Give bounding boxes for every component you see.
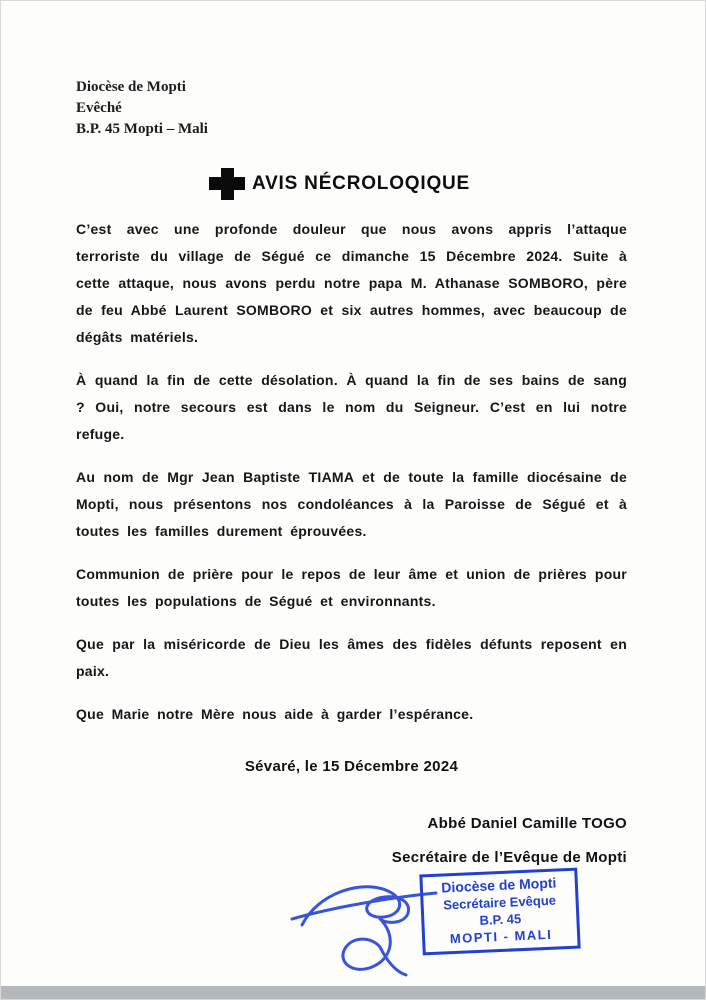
cross-icon	[209, 168, 245, 200]
paragraph-communion: Communion de prière pour le repos de leur âme et union de prières pour toutes les populations de Ségué et environnants.	[76, 566, 627, 609]
paragraph-lament: À quand la fin de cette désolation. À quand la fin de ses bains de sang ? Oui, notre secours est dans le nom du Seigneur. C’est en lui notre refuge.	[76, 372, 627, 442]
letter-body	[76, 216, 627, 728]
letter-content	[1, 1, 705, 875]
handwritten-signature	[284, 863, 459, 981]
stamp-line-city: MOPTI - MALI	[449, 926, 553, 947]
paragraph-condolences: Au nom de Mgr Jean Baptiste TIAMA et de toute la famille diocésaine de Mopti, nous présentons nos condoléances à la Paroisse de Ségué et à toutes les familles durement éprouvées.	[76, 469, 627, 539]
stamp-line-bp: B.P. 45	[479, 911, 522, 928]
stamp-line-org: Diocèse de Mopti	[440, 874, 557, 896]
letterhead-office: Evêché	[76, 100, 122, 116]
signatory-title: Secrétaire de l’Evêque de Mopti	[391, 849, 627, 866]
signatory-name: Abbé Daniel Camille TOGO	[427, 815, 627, 832]
paragraph-hope: Que Marie notre Mère nous aide à garder l’espérance.	[76, 706, 474, 722]
letterhead-address: B.P. 45 Mopti – Mali	[76, 121, 208, 137]
stamp-line-office: Secrétaire Evêque	[442, 892, 557, 913]
dateline: Sévaré, le 15 Décembre 2024	[244, 758, 459, 775]
title-row	[52, 168, 627, 200]
letterhead	[76, 77, 627, 140]
page-title: AVIS NÉCROLOQIQUE	[251, 173, 471, 194]
paragraph-attack: C’est avec une profonde douleur que nous avons appris l’attaque terroriste du village de Ségué ce dimanche 15 Décembre 2024. Suite à cette attaque, nous avons perdu notre papa M. Athanase SOMBORO, père de feu Abbé Laurent SOMBORO et six autres hommes, avec beaucoup de dégâts matériels.	[76, 221, 627, 345]
photo-background-strip	[1, 986, 705, 999]
paragraph-mercy: Que par la miséricorde de Dieu les âmes des fidèles défunts reposent en paix.	[76, 636, 627, 679]
letterhead-org: Diocèse de Mopti	[76, 79, 186, 95]
